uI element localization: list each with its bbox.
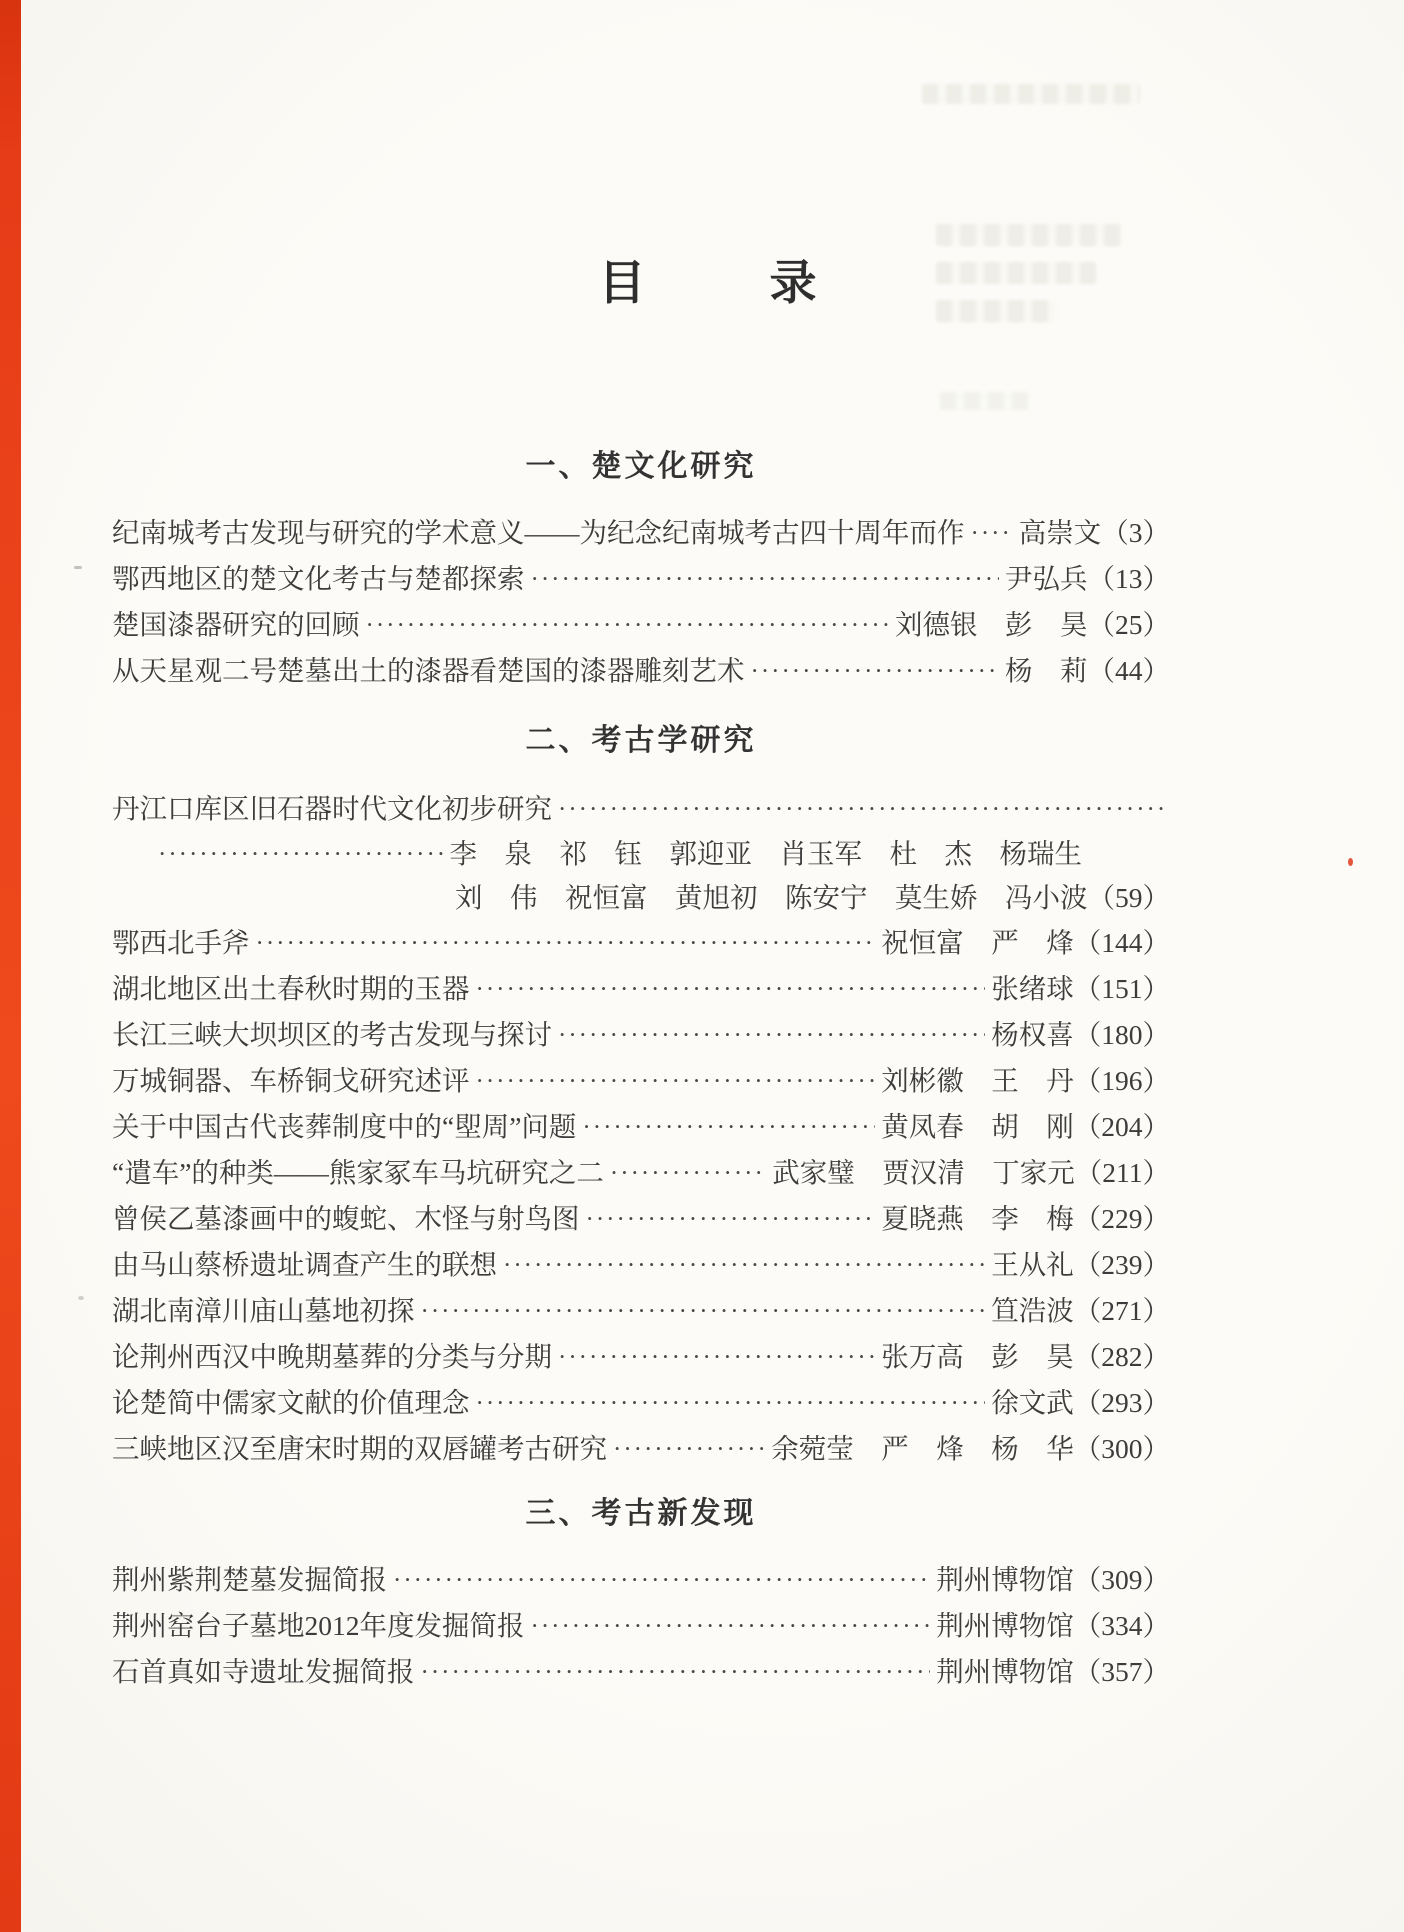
entry-authors-page: 张绪球（151） [991,973,1170,1004]
dot-leader [476,1386,986,1418]
entry-authors-page: 荆州博物馆（357） [936,1656,1170,1687]
section-rows [112,507,1170,691]
dot-leader [558,1018,985,1050]
entry-title: 关于中国古代丧葬制度中的“堲周”问题 [112,1111,577,1142]
entry-authors-page: 张万高 彭 昊（282） [881,1341,1170,1372]
toc-entry-line [112,1423,1170,1469]
dot-leader [476,1064,876,1096]
entry-authors-page: 祝恒富 严 烽（144） [881,927,1170,958]
toc-section [112,447,1170,691]
toc-entry-line [112,645,1170,691]
dot-leader [610,1156,766,1188]
entry-title: 三峡地区汉至唐宋时期的双唇罐考古研究 [112,1433,607,1464]
entry-authors-page: 刘 伟 祝恒富 黄旭初 陈安宁 莫生娇 冯小波（59） [455,882,1170,913]
toc-entry-line [112,1646,1170,1692]
entry-authors-page: 尹弘兵（13） [1005,563,1170,594]
dot-leader [421,1655,931,1687]
entry-title: 楚国漆器研究的回顾 [112,609,360,640]
entry-title: “遣车”的种类——熊家冢车马坑研究之二 [112,1157,604,1188]
toc-entry-line [112,1147,1170,1193]
toc-entry-line [112,1193,1170,1239]
entry-title: 长江三峡大坝坝区的考古发现与探讨 [112,1019,552,1050]
dot-leader [421,1294,986,1326]
entry-authors-page: 李 泉 祁 钰 郭迎亚 肖玉军 杜 杰 杨瑞生 [449,838,1082,869]
dot-leader [503,1248,985,1280]
entry-authors-page: 笪浩波（271） [991,1295,1170,1326]
entry-authors-page: 王从礼（239） [991,1249,1170,1280]
entry-title: 鄂西地区的楚文化考古与楚都探索 [112,563,525,594]
toc-entry-line [112,1239,1170,1285]
entry-title: 由马山蔡桥遗址调查产生的联想 [112,1249,497,1280]
toc-entry-line [112,1009,1170,1055]
toc-entry-line [112,599,1170,645]
entry-authors-page: 荆州博物馆（334） [936,1610,1170,1641]
toc-entry-line [112,963,1170,1009]
dot-leader [256,926,876,958]
entry-authors-page: 余菀莹 严 烽 杨 华（300） [771,1433,1170,1464]
entry-authors-page: 杨 莉（44） [1005,655,1170,686]
toc-entry-line [112,873,1170,917]
entry-title: 曾侯乙墓漆画中的蝮蛇、木怪与射鸟图 [112,1203,580,1234]
entry-title: 荆州紫荆楚墓发掘简报 [112,1564,387,1595]
entry-authors-page: 刘德银 彭 昊（25） [895,609,1170,640]
entry-title: 石首真如寺遗址发掘简报 [112,1656,415,1687]
bleed-through-text [936,300,1056,322]
dot-leader [751,654,1000,686]
entry-authors-page: 夏晓燕 李 梅（229） [881,1203,1170,1234]
toc-entry-line [112,1377,1170,1423]
dot-leader [393,1563,930,1595]
entry-title: 荆州窑台子墓地2012年度发掘简报 [112,1610,525,1641]
entry-authors-page: 荆州博物馆（309） [936,1564,1170,1595]
toc-entry-line [112,1285,1170,1331]
entry-title: 湖北南漳川庙山墓地初探 [112,1295,415,1326]
entry-title: 论楚简中儒家文献的价值理念 [112,1387,470,1418]
entry-title: 从天星观二号楚墓出土的漆器看楚国的漆器雕刻艺术 [112,655,745,686]
toc-entry-line [112,917,1170,963]
dot-leader [366,608,890,640]
dot-leader [613,1432,765,1464]
toc-entry-line [112,783,1170,829]
scan-artifact-speck [74,566,82,569]
scan-artifact-red-speck [1348,858,1353,866]
section-rows [112,1554,1170,1692]
toc-section [112,1494,1170,1692]
dot-leader [971,516,1013,548]
section-heading: 三、考古新发现 [525,1497,757,1530]
entry-authors-page: 黄凤春 胡 刚（204） [881,1111,1170,1142]
page-title: 目 录 [598,258,827,310]
entry-title: 万城铜器、车桥铜戈研究述评 [112,1065,470,1096]
section-rows [112,783,1170,1469]
entry-title: 鄂西北手斧 [112,927,250,958]
bleed-through-text [940,392,1028,410]
table-of-contents [112,447,1170,1692]
dot-leader [586,1202,876,1234]
entry-title: 纪南城考古发现与研究的学术意义——为纪念纪南城考古四十周年而作 [112,517,965,548]
toc-entry-line [112,553,1170,599]
toc-entry-line [112,1331,1170,1377]
toc-entry-line [112,507,1170,553]
entry-authors-page: 高崇文（3） [1018,517,1170,548]
entry-title: 论荆州西汉中晚期墓葬的分类与分期 [112,1341,552,1372]
scan-artifact-speck [78,1296,84,1300]
entry-authors-page: 徐文武（293） [991,1387,1170,1418]
dot-leader [558,792,1164,824]
dot-leader [558,1340,875,1372]
toc-entry-line [112,1600,1170,1646]
toc-section [112,721,1170,1469]
book-cover-edge [0,0,21,1932]
toc-entry-line [112,1055,1170,1101]
section-heading: 二、考古学研究 [525,724,757,757]
dot-leader [158,837,444,869]
entry-title: 湖北地区出土春秋时期的玉器 [112,973,470,1004]
section-heading: 一、楚文化研究 [525,450,757,483]
dot-leader [531,562,1000,594]
entry-authors-page: 杨权喜（180） [991,1019,1170,1050]
toc-entry-line [112,1554,1170,1600]
entry-authors-page: 武家璧 贾汉清 丁家元（211） [772,1157,1170,1188]
dot-leader [531,1609,931,1641]
dot-leader [476,972,986,1004]
bleed-through-text [922,84,1140,104]
bleed-through-text [936,262,1096,284]
dot-leader [582,1110,875,1142]
entry-authors-page: 刘彬徽 王 丹（196） [881,1065,1170,1096]
bleed-through-text [936,224,1122,246]
toc-entry-line [152,829,1082,873]
toc-entry-line [112,1101,1170,1147]
entry-title: 丹江口库区旧石器时代文化初步研究 [112,793,552,824]
